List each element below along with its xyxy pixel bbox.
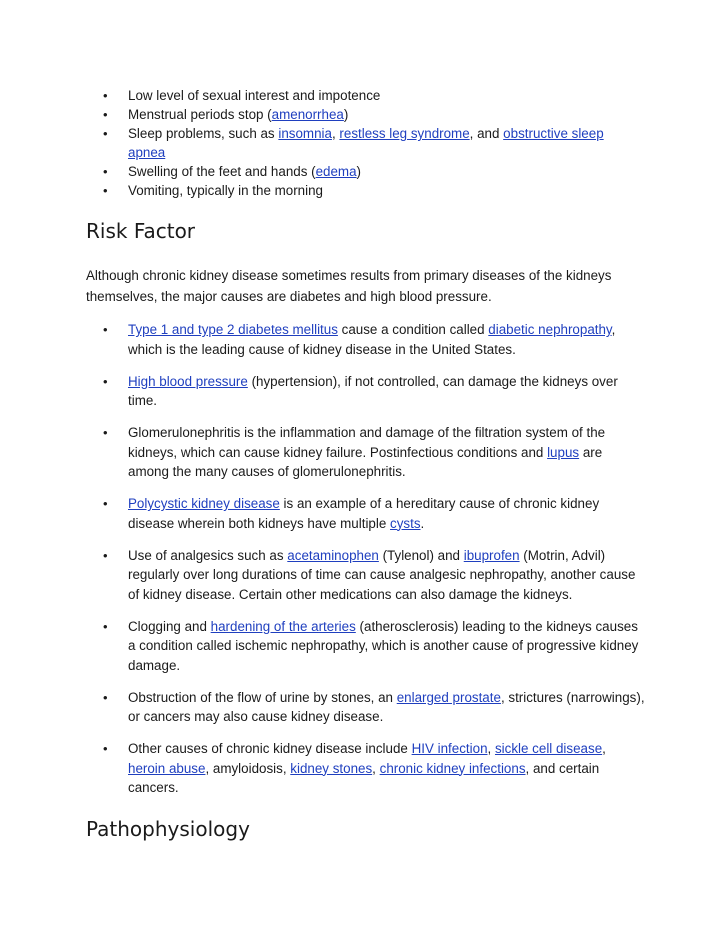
list-item <box>0 546 728 605</box>
text-link[interactable]: kidney stones <box>290 760 373 776</box>
text-link[interactable]: ibuprofen <box>463 547 520 563</box>
text-link[interactable]: chronic kidney infections <box>379 760 526 776</box>
text-link[interactable]: obstructive sleep apnea <box>128 126 604 160</box>
list-item-text: Glomerulonephritis is the inflammation and damage of the filtration system of the kidneys, which can cause kidney failure. Postinfectious conditions and <box>128 425 606 460</box>
list-item-text: Other causes of chronic kidney disease include <box>128 741 412 756</box>
list-item-text: Sleep problems, such as <box>128 126 279 141</box>
list-item-text: (hypertension), if not controlled, can damage the kidneys over time. <box>128 373 618 408</box>
text-link[interactable]: cysts <box>390 515 421 531</box>
list-item-text: (Motrin, Advil) regularly over long durations of time can cause analgesic nephropathy, another cause of kidney disease. Certain other medications can also damage the kidneys. <box>128 547 636 602</box>
text-link[interactable]: diabetic nephropathy <box>488 322 612 337</box>
risk-factor-list <box>0 320 728 810</box>
text-link[interactable]: hardening of the arteries <box>210 618 356 634</box>
list-item-text: is an example of a hereditary cause of chronic kidney disease wherein both kidneys have multiple <box>128 496 600 531</box>
list-item-text: , strictures (narrowings), or cancers may also cause kidney disease. <box>128 689 645 724</box>
text-link[interactable]: heroin abuse <box>128 760 206 776</box>
list-item <box>0 320 728 359</box>
text-link[interactable]: HIV infection <box>411 741 488 756</box>
list-item-text: , and <box>469 126 504 141</box>
list-item <box>0 494 728 533</box>
list-item-text: (atherosclerosis) leading to the kidneys causes a condition called ischemic nephropathy, which is another cause of progressive kidney damage. <box>128 618 639 673</box>
list-item-text: ) <box>343 107 349 122</box>
text-link[interactable]: edema <box>315 164 357 179</box>
list-item-text: . <box>420 515 425 531</box>
list-item <box>0 617 728 676</box>
list-item-text: ) <box>356 164 362 179</box>
text-link[interactable]: restless leg syndrome <box>339 126 470 141</box>
text-link[interactable]: High blood pressure <box>128 373 248 389</box>
list-item-text: , <box>372 760 380 776</box>
list-item-text: Obstruction of the flow of urine by stones, an <box>128 689 397 705</box>
pathophysiology-heading: Pathophysiology <box>86 817 250 841</box>
list-item-text: Clogging and <box>128 618 211 634</box>
list-item <box>0 162 728 181</box>
list-item <box>0 688 728 727</box>
list-item-text: , amyloidosis, <box>205 760 291 776</box>
list-item-text: , <box>602 741 606 756</box>
list-item <box>0 181 728 200</box>
list-item-text: Swelling of the feet and hands ( <box>128 164 316 179</box>
list-item-text: , <box>487 741 495 756</box>
list-item <box>0 372 728 411</box>
list-item <box>0 105 728 124</box>
risk-factor-heading: Risk Factor <box>86 219 196 243</box>
text-link[interactable]: enlarged prostate <box>396 689 501 705</box>
symptom-bullet-list <box>0 86 728 200</box>
text-link[interactable]: Polycystic kidney disease <box>128 496 280 511</box>
list-item <box>0 739 728 798</box>
text-link[interactable]: insomnia <box>278 126 332 141</box>
list-item-text: Vomiting, typically in the morning <box>128 183 324 198</box>
list-item-text: (Tylenol) and <box>378 547 464 563</box>
text-link[interactable]: Type 1 and type 2 diabetes mellitus <box>128 322 338 337</box>
list-item-text: Use of analgesics such as <box>128 547 288 563</box>
text-link[interactable]: sickle cell disease <box>494 741 603 756</box>
text-link[interactable]: amenorrhea <box>271 107 344 122</box>
list-item-text: cause a condition called <box>337 322 489 337</box>
risk-factor-intro: Although chronic kidney disease sometimes results from primary diseases of the kidneys themselves, the major causes are diabetes and high blood pressure. <box>86 268 612 304</box>
list-item-text: , which is the leading cause of kidney disease in the United States. <box>128 322 616 357</box>
list-item <box>0 124 728 162</box>
list-item-text: Low level of sexual interest and impotence <box>128 88 381 103</box>
text-link[interactable]: lupus <box>547 444 580 460</box>
list-item-text: , <box>331 126 340 141</box>
list-item <box>0 86 728 105</box>
list-item-text: , and certain cancers. <box>128 760 600 795</box>
list-item <box>0 423 728 482</box>
list-item-text: are among the many causes of glomerulonephritis. <box>128 444 603 479</box>
list-item-text: Menstrual periods stop ( <box>128 107 272 122</box>
text-link[interactable]: acetaminophen <box>287 547 379 563</box>
